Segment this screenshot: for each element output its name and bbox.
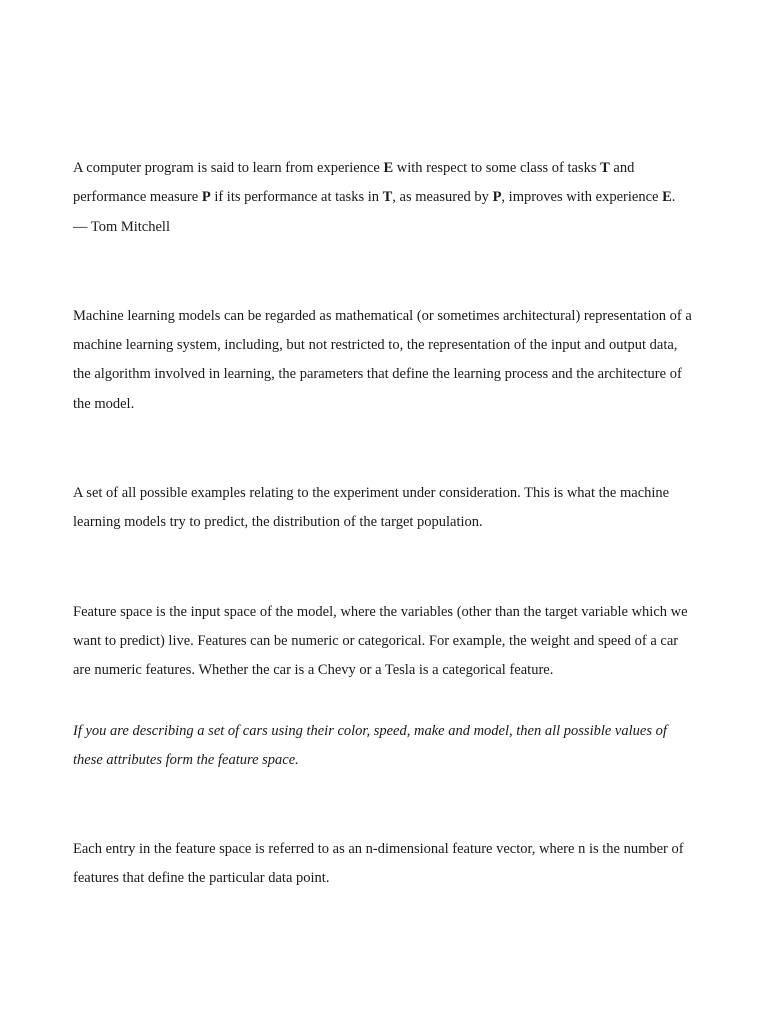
quote-bold-p: P: [492, 189, 502, 206]
feature-space-example-paragraph: If you are describing a set of cars using their color, speed, make and model, then all possible values of these attributes form the feature space.: [73, 722, 667, 768]
quote-bold-e: E: [662, 189, 672, 206]
feature-vector-paragraph: Each entry in the feature space is referred to as an n-dimensional feature vector, where n is the number of features that define the particular data point.: [73, 841, 684, 887]
quote-attribution: . — Tom Mitchell: [73, 189, 676, 235]
quote-text: , improves with experience: [501, 189, 663, 206]
quote-bold-p: P: [201, 189, 211, 206]
quote-bold-e: E: [383, 160, 394, 176]
quote-text: A computer program is said to learn from experience: [73, 160, 384, 176]
population-paragraph: A set of all possible examples relating to the experiment under consideration. This is what the machine learning models try to predict, the distribution of the target population.: [73, 485, 670, 531]
quote-text: , as measured by: [392, 189, 493, 206]
quote-bold-t: T: [600, 160, 610, 176]
article-body: [73, 154, 693, 894]
ml-models-paragraph: Machine learning models can be regarded as mathematical (or sometimes architectural) representation of a machine learning system, including, but not restricted to, the representation of the input and output data, the algorithm involved in learning, the parameters that define the learning process and the architecture of the model.: [73, 307, 692, 412]
quote-text: with respect to some class of tasks: [393, 160, 601, 176]
mitchell-definition-quote: [73, 154, 693, 242]
feature-space-paragraph: Feature space is the input space of the model, where the variables (other than the target variable which we want to predict) live. Features can be numeric or categorical. For example, the weight and speed of a car are numeric features. Whether the car is a Chevy or a Tesla is a categorical feature.: [73, 603, 688, 679]
quote-bold-t: T: [382, 189, 393, 206]
quote-text: if its performance at tasks in: [210, 189, 383, 206]
quote-text: and performance measure: [73, 160, 635, 206]
